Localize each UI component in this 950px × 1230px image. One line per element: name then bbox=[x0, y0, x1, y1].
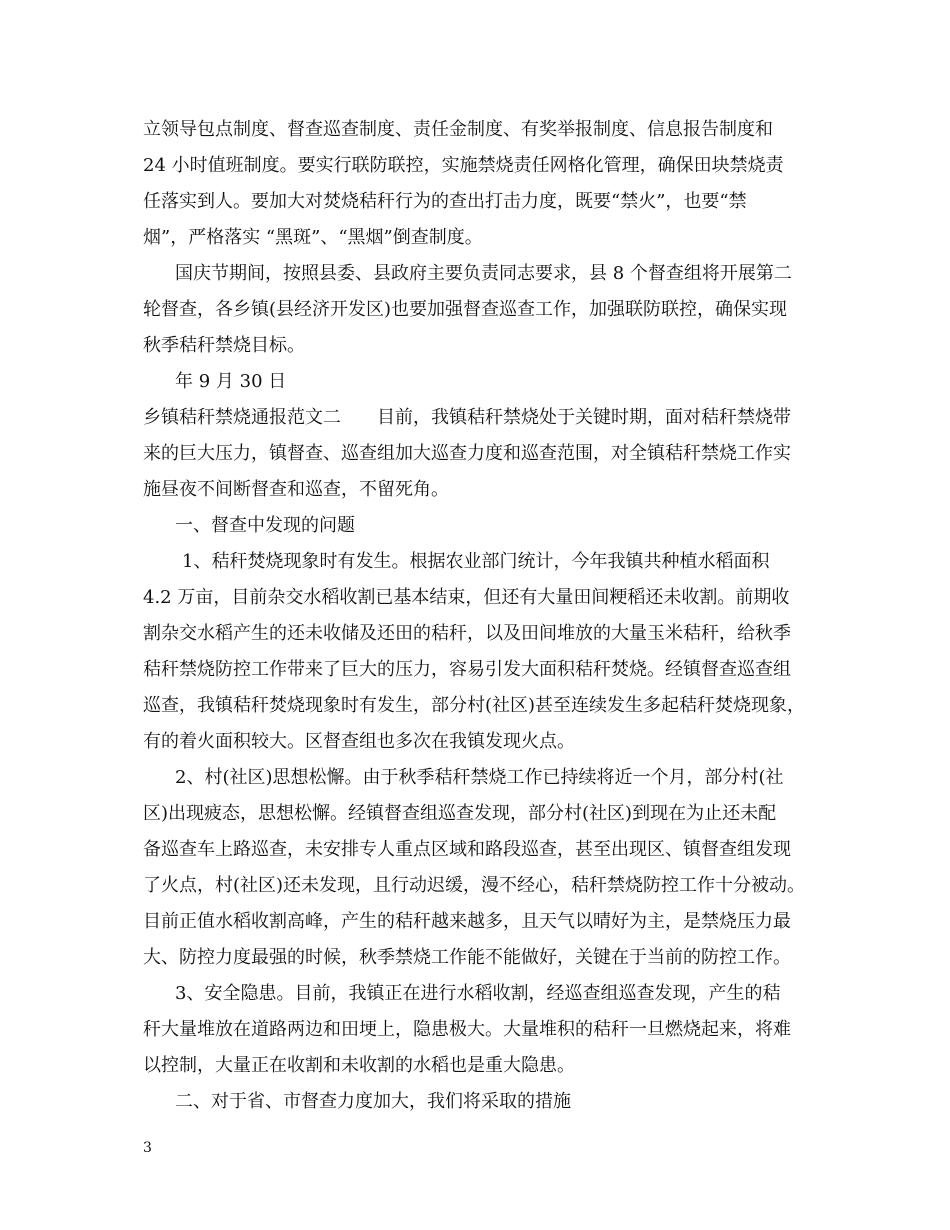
text-line: 4.2 万亩，目前杂交水稻收割已基本结束，但还有大量田间粳稻还未收割。前期收 bbox=[143, 587, 790, 608]
text-line: 1、秸秆焚烧现象时有发生。根据农业部门统计，今年我镇共种植水稻面积 bbox=[182, 551, 770, 572]
text-line: 以控制，大量正在收割和未收割的水稻也是重大隐患。 bbox=[143, 1055, 575, 1076]
text-line: 烟”，严格落实 “黑斑”、“黑烟”倒查制度。 bbox=[143, 227, 483, 248]
text-line: 2、村(社区)思想松懈。由于秋季秸秆禁烧工作已持续将近一个月，部分村(社 bbox=[175, 767, 784, 788]
text-line: 秸秆禁烧防控工作带来了巨大的压力，容易引发大面积秸秆焚烧。经镇督查巡查组 bbox=[143, 659, 791, 680]
text-line: 了火点，村(社区)还未发现，且行动迟缓，漫不经心，秸秆禁烧防控工作十分被动。 bbox=[143, 875, 806, 896]
text-line: 割杂交水稻产生的还未收储及还田的秸秆，以及田间堆放的大量玉米秸秆，给秋季 bbox=[143, 623, 791, 644]
text-line: 目前正值水稻收割高峰，产生的秸秆越来越多，且天气以晴好为主，是禁烧压力最 bbox=[143, 911, 791, 932]
text-line: 轮督查，各乡镇(县经济开发区)也要加强督查巡查工作，加强联防联控，确保实现 bbox=[143, 299, 788, 320]
text-line: 来的巨大压力，镇督查、巡查组加大巡查力度和巡查范围，对全镇秸秆禁烧工作实 bbox=[143, 443, 791, 464]
section-title-line: 乡镇秸秆禁烧通报范文二 目前，我镇秸秆禁烧处于关键时期，面对秸秆禁烧带 bbox=[143, 407, 791, 428]
heading-line: 一、督查中发现的问题 bbox=[175, 515, 355, 536]
text-line: 秆大量堆放在道路两边和田埂上，隐患极大。大量堆积的秸秆一旦燃烧起来，将难 bbox=[143, 1019, 791, 1040]
text-line: 国庆节期间，按照县委、县政府主要负责同志要求，县 8 个督查组将开展第二 bbox=[175, 263, 792, 284]
text-line: 有的着火面积较大。区督查组也多次在我镇发现火点。 bbox=[143, 731, 575, 752]
date-line: 年 9 月 30 日 bbox=[175, 371, 287, 392]
heading-line: 二、对于省、市督查力度加大，我们将采取的措施 bbox=[175, 1091, 571, 1112]
text-line: 3、安全隐患。目前，我镇正在进行水稻收割，经巡查组巡查发现，产生的秸 bbox=[175, 983, 781, 1004]
text-line: 大、防控力度最强的时候，秋季禁烧工作能不能做好，关键在于当前的防控工作。 bbox=[143, 947, 791, 968]
text-line: 24 小时值班制度。要实行联防联控，实施禁烧责任网格化管理，确保田块禁烧责 bbox=[143, 155, 784, 176]
text-line: 备巡查车上路巡查，未安排专人重点区域和路段巡查，甚至出现区、镇督查组发现 bbox=[143, 839, 791, 860]
text-line: 立领导包点制度、督查巡查制度、责任金制度、有奖举报制度、信息报告制度和 bbox=[143, 119, 773, 140]
text-line: 施昼夜不间断督查和巡查，不留死角。 bbox=[143, 479, 449, 500]
text-line: 巡查，我镇秸秆焚烧现象时有发生，部分村(社区)甚至连续发生多起秸秆焚烧现象， bbox=[143, 695, 806, 716]
page-number: 3 bbox=[143, 1140, 152, 1156]
text-line: 秋季秸秆禁烧目标。 bbox=[143, 335, 305, 356]
text-line: 区)出现疲态，思想松懈。经镇督查组巡查发现，部分村(社区)到现在为止还未配 bbox=[143, 803, 777, 824]
text-line: 任落实到人。要加大对焚烧秸秆行为的查出打击力度，既要“禁火”，也要“禁 bbox=[143, 191, 747, 212]
